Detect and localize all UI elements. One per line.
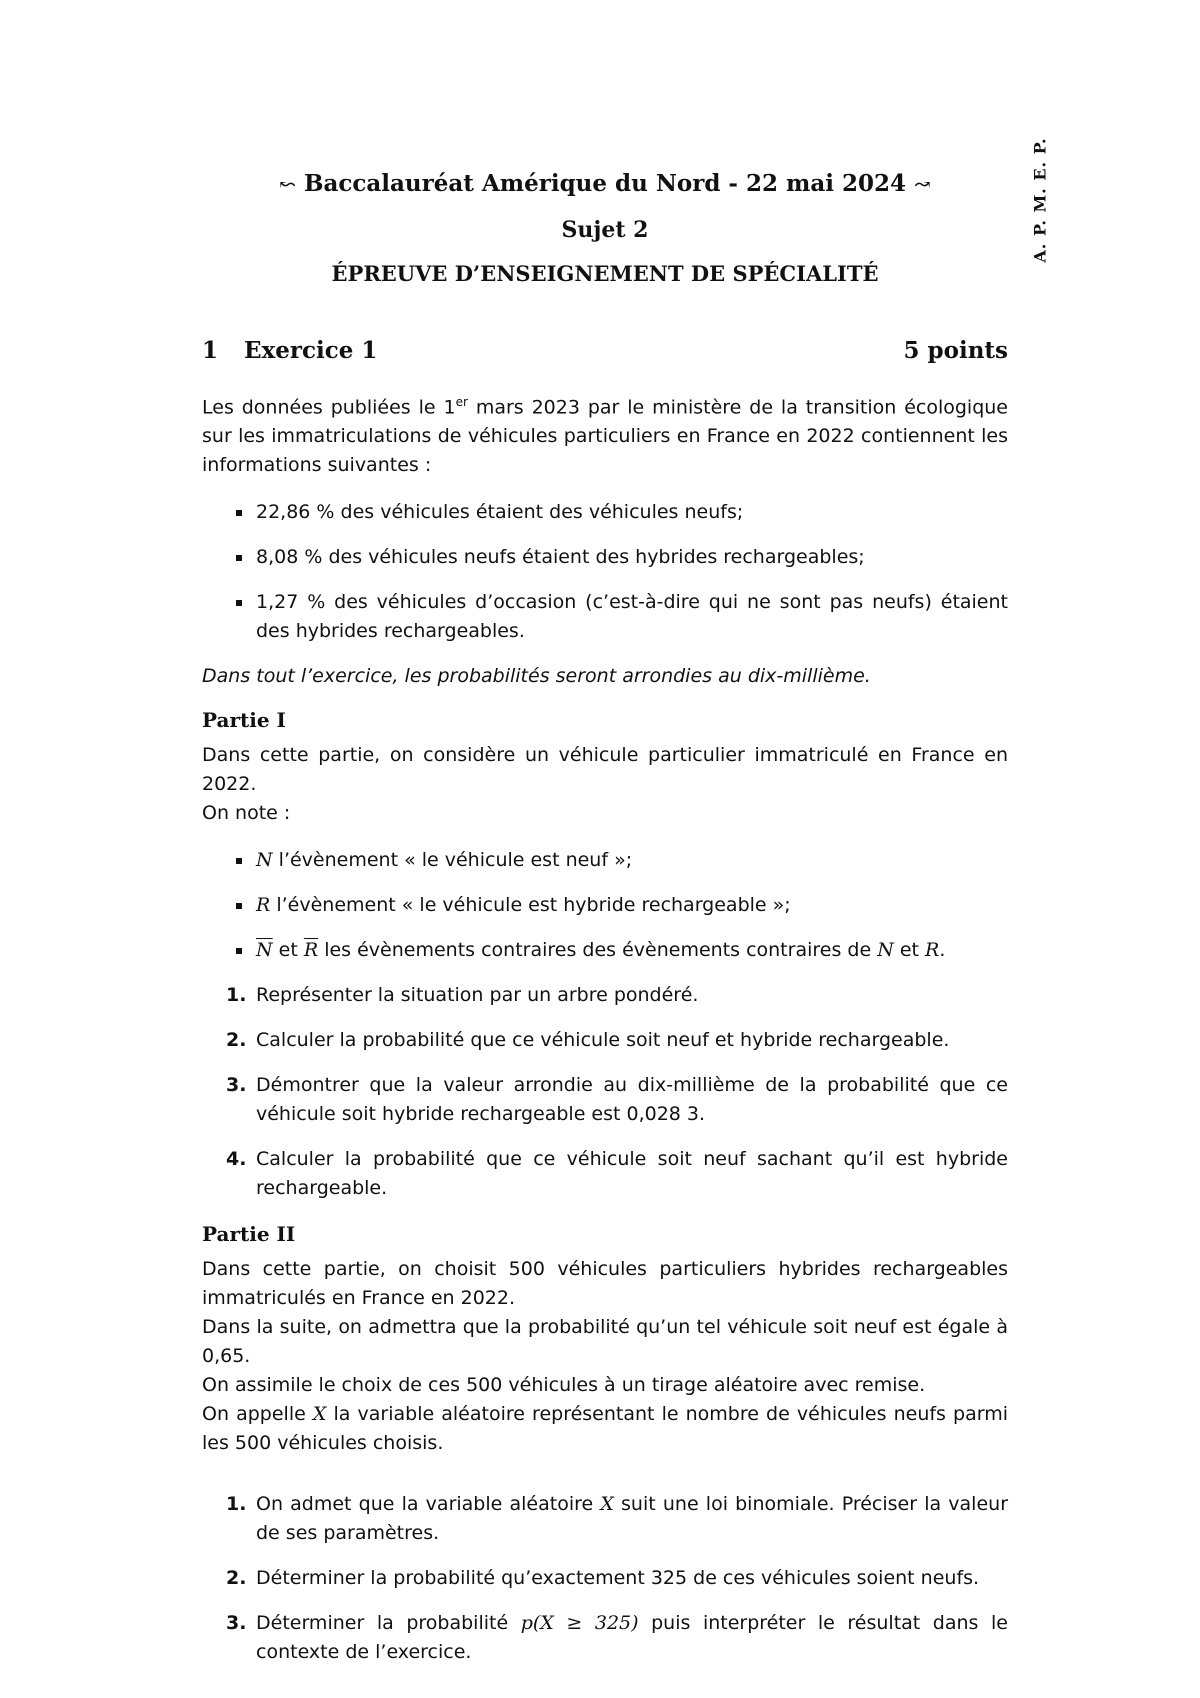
question-number: 2. [226, 1567, 247, 1590]
question-item [226, 1026, 1008, 1055]
q1-before: On admet que la variable aléatoire [256, 1493, 601, 1516]
q1-after: suit une loi binomiale. Préciser la valeur de ses paramètres. [256, 1493, 1008, 1545]
question-item [226, 1609, 1008, 1667]
event-et: et [272, 939, 304, 962]
event-n-text: l’évènement « le véhicule est neuf »; [272, 849, 633, 872]
subject-label: Sujet 2 [561, 217, 649, 243]
partie-2-questions [202, 1490, 1008, 1667]
event-end: . [939, 939, 946, 962]
question-number: 1. [226, 1493, 247, 1516]
question-text: Calculer la probabilité que ce véhicule soit neuf et hybride rechargeable. [256, 1029, 950, 1052]
list-item: 1,27 % des véhicules d’occasion (c’est-à-dire qui ne sont pas neufs) étaient des hybrides rechargeables. [234, 588, 1008, 646]
event-n-symbol: N [256, 849, 273, 872]
exercise-number: 1 [202, 337, 219, 364]
line-4-before: On appelle [202, 1403, 313, 1426]
question-item [226, 1071, 1008, 1129]
event-et2: et [893, 939, 926, 962]
question-number: 2. [226, 1029, 247, 1052]
question-item [226, 1564, 1008, 1593]
partie-1-line-2: On note : [202, 802, 291, 825]
question-item [226, 1145, 1008, 1203]
ornament-left-icon: ↜ [279, 172, 296, 196]
intro-text-b: mars 2023 par le ministère de la transition écologique sur les immatriculations de véhicules particuliers en France en 2022 contiennent les informations suivantes : [202, 396, 1008, 477]
exercise-title: Exercice 1 [244, 337, 378, 364]
list-item [234, 936, 1008, 965]
list-item [234, 846, 1008, 875]
question-text: Représenter la situation par un arbre pondéré. [256, 984, 699, 1007]
title-block [202, 165, 1008, 293]
line-4-after: la variable aléatoire représentant le nombre de véhicules neufs parmi les 500 véhicules choisis. [202, 1403, 1009, 1455]
ornament-right-icon: ↝ [914, 172, 931, 196]
question-number: 4. [226, 1148, 247, 1171]
partie-2-line-2: Dans la suite, on admettra que la probabilité qu’un tel véhicule soit neuf est égale à 0,65. [202, 1316, 1008, 1368]
question-number: 1. [226, 984, 247, 1007]
partie-1-heading: Partie I [202, 708, 286, 733]
page-title [202, 165, 1008, 203]
event-rbar: $\overline{R}$ [303, 939, 319, 962]
exercise-heading [202, 337, 1008, 364]
q3-after: puis interpréter le résultat dans le contexte de l’exercice. [256, 1612, 1008, 1664]
question-item [226, 981, 1008, 1010]
event-r2: R [925, 939, 940, 962]
exam-label: ÉPREUVE D’ENSEIGNEMENT DE SPÉCIALITÉ [331, 261, 879, 286]
question-number: 3. [226, 1612, 247, 1635]
event-nbar: $\overline{N}$ [256, 939, 273, 962]
question-text: Déterminer la probabilité qu’exactement 325 de ces véhicules soient neufs. [256, 1567, 980, 1590]
list-item: 22,86 % des véhicules étaient des véhicules neufs; [234, 498, 1008, 527]
partie-2-line-3: On assimile le choix de ces 500 véhicules à un tirage aléatoire avec remise. [202, 1374, 926, 1397]
q3-before: Déterminer la probabilité [256, 1612, 521, 1635]
exercise-points: 5 points [903, 337, 1008, 364]
partie-2-line-4 [202, 1400, 1008, 1458]
partie-2-heading: Partie II [202, 1222, 296, 1247]
partie-2-line-1: Dans cette partie, on choisit 500 véhicules particuliers hybrides rechargeables immatriculés en France en 2022. [202, 1258, 1008, 1310]
apmep-label: A. P. M. E. P. [1030, 137, 1050, 263]
question-text: Démontrer que la valeur arrondie au dix-millième de la probabilité que ce véhicule soit hybride rechargeable est 0,028 3. [256, 1074, 1008, 1126]
list-item [234, 891, 1008, 920]
event-r-symbol: R [256, 894, 271, 917]
question-text: Calculer la probabilité que ce véhicule soit neuf sachant qu’il est hybride rechargeable. [256, 1148, 1008, 1200]
events-list [202, 846, 1008, 965]
list-item: 8,08 % des véhicules neufs étaient des hybrides rechargeables; [234, 543, 1008, 572]
side-label [1020, 137, 1060, 263]
q1-var: X [600, 1493, 614, 1516]
event-contr-text: les évènements contraires des évènements contraires de [318, 939, 878, 962]
title-text: Baccalauréat Amérique du Nord - 22 mai 2024 [304, 170, 906, 197]
intro-text-a: Les données publiées le 1 [202, 396, 456, 419]
question-number: 3. [226, 1074, 247, 1097]
intro-paragraph [202, 388, 1008, 480]
partie-1-line-1: Dans cette partie, on considère un véhicule particulier immatriculé en France en 2022. [202, 744, 1008, 796]
q3-math: p(X ≥ 325) [520, 1612, 639, 1635]
intro-sup: er [455, 395, 468, 409]
facts-list [202, 498, 1008, 646]
question-item [226, 1490, 1008, 1548]
rounding-note: Dans tout l’exercice, les probabilités seront arrondies au dix-millième. [202, 665, 871, 688]
exercise-content [202, 388, 1008, 1683]
line-4-var: X [312, 1403, 327, 1426]
partie-1-questions [202, 981, 1008, 1203]
event-n2: N [877, 939, 894, 962]
event-r-text: l’évènement « le véhicule est hybride rechargeable »; [270, 894, 791, 917]
